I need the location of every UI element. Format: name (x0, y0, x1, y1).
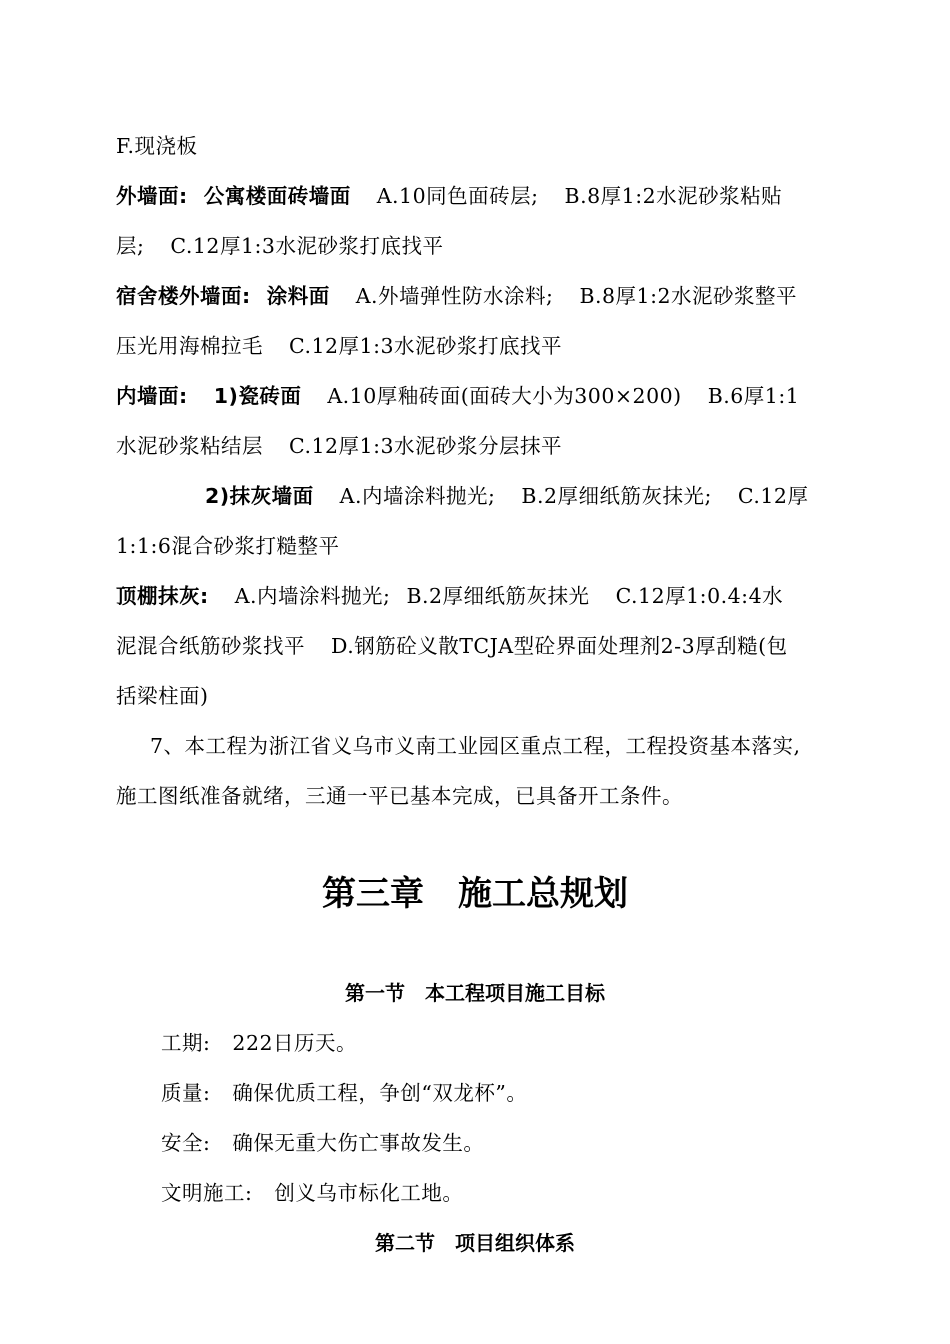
target-value: 222日历天。 (232, 1031, 358, 1055)
target-safety (161, 1128, 484, 1158)
ceiling-d: D.钢筋砼义散TCJA型砼界面处理剂2-3厚刮糙(包 (331, 634, 788, 658)
interior-tile-line2 (116, 431, 562, 461)
exterior-apartment-cont: 层; (116, 234, 145, 258)
exterior-dorm-line1 (116, 281, 797, 311)
target-quality (161, 1078, 527, 1108)
ceiling-c: C.12厚1:0.4:4水 (615, 584, 784, 608)
ceiling-cont2: 括梁柱面) (116, 684, 209, 708)
interior-tile-line1 (116, 381, 799, 411)
exterior-apartment-a: A.10同色面砖层; (376, 184, 539, 208)
ceiling-cont1: 泥混合纸筋砂浆找平 (116, 634, 305, 658)
section2-title: 第二节 项目组织体系 (375, 1231, 575, 1255)
exterior-apartment-b: B.8厚1:2水泥砂浆粘贴 (564, 184, 783, 208)
interior-tile-c: C.12厚1:3水泥砂浆分层抹平 (289, 434, 563, 458)
section1-title: 第一节 本工程项目施工目标 (345, 981, 605, 1005)
para7-line2 (116, 781, 683, 811)
target-duration (161, 1028, 357, 1058)
item-f-text: F.现浇板 (116, 134, 198, 158)
item-f-line (116, 131, 198, 161)
exterior-apartment-line2 (116, 231, 443, 261)
interior-tile-cont: 水泥砂浆粘结层 (116, 434, 263, 458)
ceiling-line1 (116, 581, 783, 611)
target-value: 确保优质工程，争创“双龙杯”。 (232, 1081, 528, 1105)
exterior-dorm-line2 (116, 331, 562, 361)
interior-plaster-b: B.2厚细纸筋灰抹光; (521, 484, 712, 508)
para7-line1 (150, 731, 801, 761)
interior-plaster-line1 (205, 481, 808, 511)
paint-surface-label: 涂料面 (266, 284, 330, 308)
exterior-apartment-c: C.12厚1:3水泥砂浆打底找平 (170, 234, 444, 258)
exterior-dorm-c: C.12厚1:3水泥砂浆打底找平 (289, 334, 563, 358)
target-civilized (161, 1178, 463, 1208)
chapter-title: 第三章 施工总规划 (322, 874, 628, 914)
exterior-label: 外墙面: (116, 184, 188, 208)
ceiling-b: B.2厚细纸筋灰抹光 (406, 584, 590, 608)
ceiling-line2 (116, 631, 788, 661)
tile-surface-label: 1)瓷砖面 (213, 384, 302, 408)
ceiling-label: 顶棚抹灰: (116, 584, 209, 608)
interior-plaster-line2 (116, 531, 339, 561)
target-label: 文明施工: (161, 1181, 253, 1205)
exterior-dorm-cont: 压光用海棉拉毛 (116, 334, 263, 358)
para7-text-2: 施工图纸准备就绪，三通一平已基本完成，已具备开工条件。 (116, 784, 683, 808)
interior-tile-b: B.6厚1:1 (707, 384, 800, 408)
interior-plaster-c: C.12厚 (737, 484, 809, 508)
dorm-exterior-label: 宿舍楼外墙面: (116, 284, 251, 308)
target-value: 创义乌市标化工地。 (274, 1181, 464, 1205)
ceiling-a: A.内墙涂料抛光; (234, 584, 391, 608)
interior-plaster-a: A.内墙涂料抛光; (339, 484, 496, 508)
exterior-dorm-a: A.外墙弹性防水涂料; (355, 284, 554, 308)
target-label: 工期: (161, 1031, 211, 1055)
exterior-apartment-line1 (116, 181, 782, 211)
ceiling-line3 (116, 681, 209, 711)
interior-label: 内墙面: (116, 384, 188, 408)
interior-plaster-cont: 1:1:6混合砂浆打糙整平 (116, 534, 340, 558)
interior-tile-a: A.10厚釉砖面(面砖大小为300×200) (327, 384, 682, 408)
target-value: 确保无重大伤亡事故发生。 (232, 1131, 485, 1155)
target-label: 安全: (161, 1131, 211, 1155)
apartment-tile-wall-label: 公寓楼面砖墙面 (203, 184, 351, 208)
target-label: 质量: (161, 1081, 211, 1105)
plaster-wall-label: 2)抹灰墙面 (205, 484, 314, 508)
exterior-dorm-b: B.8厚1:2水泥砂浆整平 (579, 284, 798, 308)
para7-text-1: 7、本工程为浙江省义乌市义南工业园区重点工程，工程投资基本落实, (150, 734, 801, 758)
